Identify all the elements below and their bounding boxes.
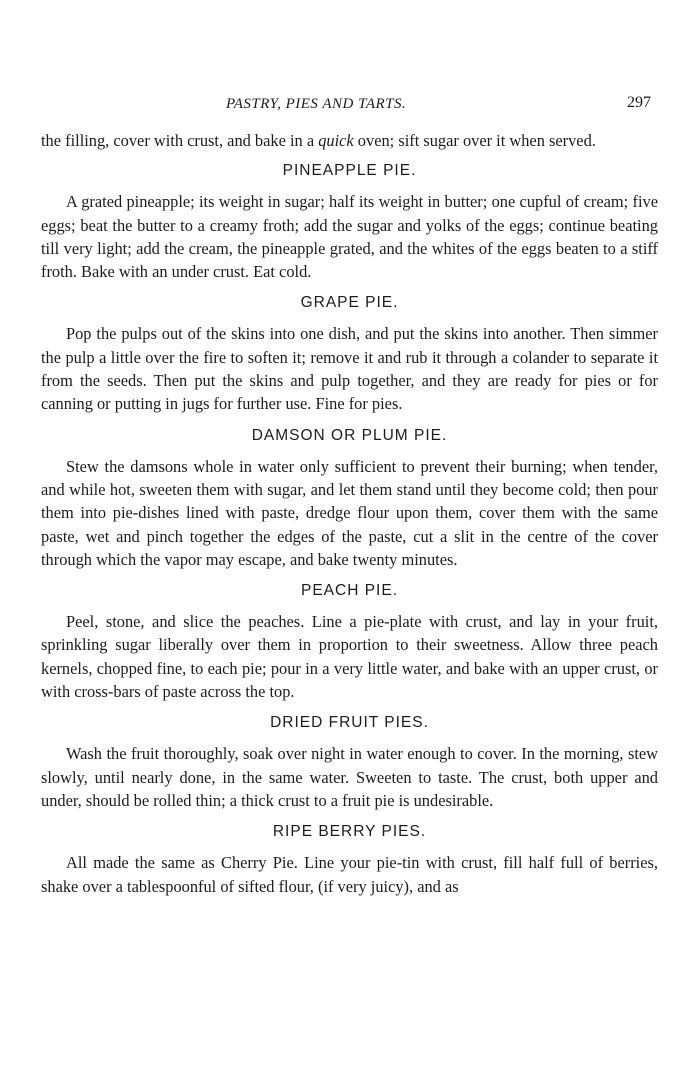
continuation-italic-word: quick — [318, 131, 354, 150]
recipe-text-ripe-berry-pies: All made the same as Cherry Pie. Line your pie-tin with crust, fill half full of berries, shake over a tablespoonful of sifted flour, (if very juicy), and as — [41, 853, 658, 896]
continuation-text-start: the filling, cover with crust, and bake in a — [41, 131, 319, 150]
recipe-text-pineapple-pie: A grated pineapple; its weight in sugar; half its weight in butter; one cupful of cream; five eggs; beat the butter to a creamy froth; add the sugar and yolks of the eggs; continue beating till very light; add the cream, the pineapple grated, and the whites of the eggs beaten to a stiff froth. Bake with an under crust. Eat cold. — [41, 192, 658, 282]
recipe-title-pineapple-pie: PINEAPPLE PIE. — [282, 162, 417, 180]
continuation-paragraph — [41, 129, 658, 152]
page-number: 297 — [627, 94, 651, 111]
recipe-title-peach-pie: PEACH PIE. — [301, 582, 398, 600]
page-body — [41, 129, 658, 898]
running-title: PASTRY, PIES AND TARTS. — [226, 96, 407, 112]
recipe-title-damson-pie: DAMSON OR PLUM PIE. — [251, 426, 448, 444]
recipe-title-grape-pie: GRAPE PIE. — [300, 294, 399, 312]
continuation-text-end: oven; sift sugar over it when served. — [353, 131, 596, 150]
recipe-text-dried-fruit-pies: Wash the fruit thoroughly, soak over night in water enough to cover. In the morning, stew slowly, until nearly done, in the same water. Sweeten to taste. The crust, both upper and under, should be rolled thin; a thick crust to a fruit pie is undesirable. — [41, 744, 658, 810]
recipe-text-peach-pie: Peel, stone, and slice the peaches. Line a pie-plate with crust, and lay in your fruit, sprinkling sugar liberally over them in proportion to their sweetness. Allow three peach kernels, chopped fine, to each pie; pour in a very little water, and bake with an upper crust, or with cross-bars of paste across the top. — [41, 612, 658, 702]
recipe-title-ripe-berry-pies: RIPE BERRY PIES. — [272, 823, 427, 841]
recipe-text-damson-pie: Stew the damsons whole in water only sufficient to prevent their burning; when tender, and while hot, sweeten them with sugar, and let them stand until they become cold; then pour them into pie-dishes lined with paste, dredge flour upon them, cover them with the same paste, wet and pinch together the edges of the paste, cut a slit in the centre of the cover through which the vapor may escape, and bake twenty minutes. — [41, 456, 658, 569]
recipe-title-dried-fruit-pies: DRIED FRUIT PIES. — [270, 714, 429, 732]
recipe-text-grape-pie: Pop the pulps out of the skins into one dish, and put the skins into another. Then simmer the pulp a little over the fire to soften it; remove it and rub it through a colander to separate it from the seeds. Then put the skins and pulp together, and they are ready for pies or for canning or putting in jugs for further use. Fine for pies. — [41, 324, 658, 414]
